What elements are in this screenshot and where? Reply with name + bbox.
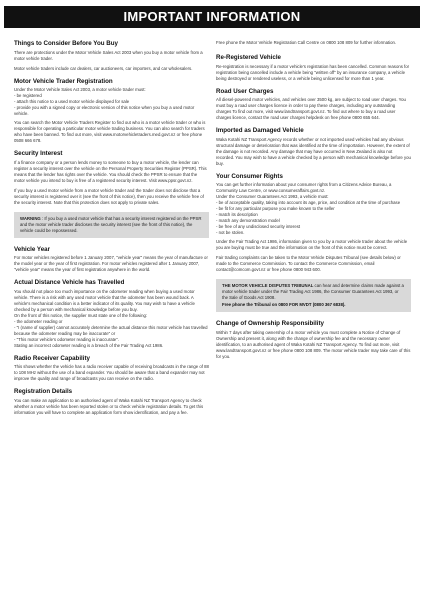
paragraph: You can get further information about your consumer rights from a Citizens Advice Bureau, a Community Law Centre, or www.consumeraffairs.govt.nz. [216,182,392,193]
paragraph: All diesel-powered motor vehicles, and vehicles over 3500 kg, are subject to road user charges. You must buy a road user charges licence in order to pay these charges, including any outstanding charges To find out more, visit www.landtransport.govt.nz. To find out where to buy a road user charges licence, contact the road user charges helpdesk on free phone 0800 655 644. [216,97,406,120]
section-radio-receiver [14,355,209,383]
section-consumer-rights [216,173,411,274]
tribunal-text [222,283,405,301]
paragraph: There are protections under the Motor Vehicle Sales Act 2003 when you buy a motor vehicle from a motor vehicle trader. [14,49,203,61]
section-security-interest [14,150,209,206]
paragraph: If you buy a used motor vehicle from a motor vehicle trader and the trader does not disclose that a security interest is registered over it (see the front of this notice), then you receive the vehicle free of the security interest. Note that this protection does not apply to private sales. [14,187,204,205]
section-heading: Registration Details [14,388,73,395]
list-item: - not be stolen. [216,230,245,235]
bullet-list [14,93,209,117]
list-item: - provide you with a signed copy or electronic version of this notice when you buy a used motor vehicle. [14,105,195,116]
list-item: - be free of any undisclosed security interest [216,224,301,229]
list-item: - be fit for any particular purpose you make known to the seller [216,206,335,211]
list-item: - match its description [216,212,258,217]
tribunal-body: can hear and determine claims made against a motor vehicle trader under the Fair Trading Act 1986, the Consumer Guarantees Act 1993, or the Sale of Goods Act 1908. [222,283,404,300]
tribunal-label: THE MOTOR VEHICLE DISPUTES TRIBUNAL [222,283,314,288]
paragraph: Fair trading complaints can be taken to the Motor Vehicle Disputes Tribunal (see details below) or made to the Commerce Commission. To contact the Commerce Commission, email contact@comcom.govt.nz or free phone 0800 943 600. [216,255,401,272]
paragraph: Within 7 days after taking ownership of a motor vehicle you must complete a Notice of Change of Ownership and present it, along with the change of ownership fee and the necessary owner identification, to an authorised agent of Waka Kotahi NZ Transport Agency. To find out more, visit www.landtransport.govt.nz or free phone 0800 108 809. The motor vehicle trader may take care of this for you. [216,329,411,359]
paragraph: You can search the Motor Vehicle Traders Register to find out who is a motor vehicle trader or who is responsible for operating a particular motor vehicle trading business. You can also search for traders who have been banned. To find out more, visit www.motorvehicletraders.med.govt.nz or free phone 0508 666 678. [14,120,206,143]
list-item: - be registered [14,93,42,98]
section-heading: Your Consumer Rights [216,172,283,180]
paragraph: Under the Consumer Guarantees Act 1993, a vehicle must: [216,194,329,199]
warning-text [20,216,203,234]
paragraph: Free phone the Motor Vehicle Registration Call Centre on 0800 108 809 for further information. [216,40,397,45]
bullet-list [14,319,209,343]
section-heading: Change of Ownership Responsibility [216,320,324,327]
section-heading: Security Interest [14,150,63,157]
section-imported-damaged [216,127,411,167]
section-vehicle-year [14,246,209,274]
paragraph: This shows whether the vehicle has a radio receiver capable of receiving broadcasts in the range of 88 to 108 MHz without the use of a band expander. You should be aware that a band expander may not improve the quality and range of broadcasts you can receive on the radio. [14,364,209,381]
warning-label: WARNING [20,215,41,221]
section-change-ownership [216,320,411,360]
paragraph: You can make an application to an authorised agent of Waka Kotahi NZ Transport Agency to check whether a motor vehicle has been reported stolen or to check vehicle registration details. To get this information you will have to complete an application form show identification, and pay a fee. [14,397,204,415]
bullet-list [216,200,411,236]
paragraph: Stating an incorrect odometer reading is a breach of the Fair Trading Act 1986. [14,342,164,348]
paragraph: Waka Kotahi NZ Transport Agency records whether or not imported used vehicles had any obvious structural damage or deterioration that was identified at the time of importation. However, the extent of the damage is not recorded. Any damage that may have occurred in New Zealand is also not recorded. You may wish to have a vehicle checked by a person with mechanical knowledge before you buy. [216,136,411,166]
paragraph: You should not place too much importance on the odometer reading when buying a used motor vehicle. There is a risk with any used motor vehicle that the odometer has been wound back. A vehicle's mechanical condition is a better indicator of its quality. You may wish to have a vehicle checked by a person with mechanical knowledge before you buy. [14,288,195,312]
section-road-user-charges [216,88,411,122]
section-distance-travelled [14,279,209,349]
section-heading: Road User Charges [216,87,274,95]
paragraph: Under the Fair Trading Act 1986, information given to you by a motor vehicle trader about the vehicle you are buying must be true and the information on the front of this notice must be correct. [216,239,408,250]
section-heading: Actual Distance Vehicle has Travelled [14,279,125,286]
list-item: - "I (name of supplier) cannot accurately determine the actual distance this motor vehicle has travelled because the odometer reading may be inaccurate" or [14,324,208,336]
list-item: - be of acceptable quality, taking into account its age, price, and condition at the time of purchase [216,200,401,205]
paragraph: Under the Motor Vehicle Sales Act 2003, a motor vehicle trader must: [14,87,146,92]
paragraph: Re-registration is necessary if a motor vehicle's registration has been cancelled. Common reasons for registration being cancelled include a vehicle being "written off" by an insurance company, a vehicle being destroyed or rendered useless, or a vehicle being unlicensed for more than 1 year. [216,63,410,81]
section-heading: Things to Consider Before You Buy [14,40,118,47]
section-registration-details [14,388,209,416]
section-things-to-consider [14,40,209,72]
warning-box [14,212,209,238]
section-heading: Re-Registered Vehicle [216,54,281,61]
paragraph: Motor vehicle traders include car dealers, car auctioneers, car importers, and car wholesalers. [14,65,193,71]
tribunal-phone: Free phone the Tribunal on 0800 FOR MVDT (0800 367 6838). [222,302,346,307]
list-item: - the odometer reading or [14,318,63,324]
section-trader-registration [14,78,209,145]
page-title: IMPORTANT INFORMATION [4,6,420,28]
paragraph: On the front of this notice, the supplier must state one of the following: [14,312,148,318]
right-column [216,40,411,366]
section-heading: Imported as Damaged Vehicle [216,127,304,134]
list-item: - match any demonstration model [216,218,280,223]
list-item: - "This motor vehicle's odometer reading is inaccurate". [14,336,119,342]
warning-body: : If you buy a used motor vehicle that has a security interest registered on the PPSR and the motor vehicle trader discloses the security interest (see the front of this notice), the vehicle could be repossessed. [20,215,202,233]
section-heading: Vehicle Year [14,245,51,253]
tribunal-box [216,279,411,312]
paragraph: For motor vehicles registered before 1 January 2007, "vehicle year" means the year of manufacture or the model year or the year of first registration. For motor vehicles registered after 1 January 2007, "vehicle year" means the year of first registration anywhere in the world. [14,255,208,272]
list-item: - attach this notice to a used motor vehicle displayed for sale [14,99,130,104]
section-heading: Radio Receiver Capability [14,354,90,362]
section-re-registered [216,54,411,82]
section-heading: Motor Vehicle Trader Registration [14,77,113,85]
left-column [14,40,209,422]
paragraph: If a finance company or a person lends money to someone to buy a motor vehicle, the lender can register a security interest over the vehicle on the Personal Property Securities Register (PPSR). This means that the lender has rights over the vehicle. You should check the PPSR to ensure that the motor vehicle you intend to buy is free of a registered security interest. Visit www.ppsr.govt.nz. [14,159,207,183]
